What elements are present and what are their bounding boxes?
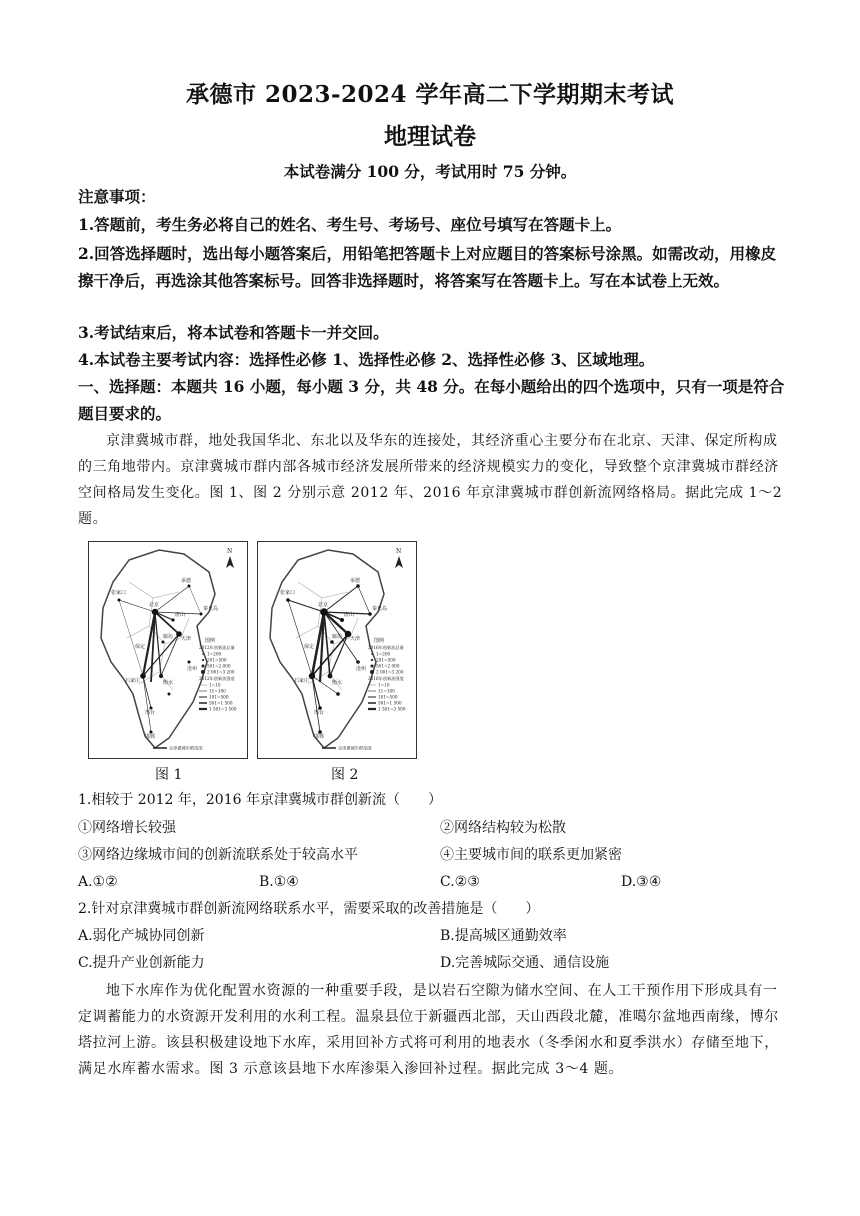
city-label: 衡水 (332, 680, 343, 686)
legend-item: 1 501~3 500 (378, 706, 406, 712)
legend-item: 1~200 (207, 651, 222, 657)
legend-item: 501~1 500 (209, 700, 233, 706)
legend-sub-1: 2012年创新流总量 (199, 645, 235, 650)
city-label: 张家口 (111, 590, 127, 596)
passage-2: 地下水库作为优化配置水资源的一种重要手段，是以岩石空隙为储水空间、在人工干预作用下形成具有一定调蓄能力的水资源开发利用的水利工程。温泉县位于新疆西北部，天山西段北麓，准噶尔盆地西南缘，博尔塔拉河上游。该县积极建设地下水库，采用回补方式将可利用的地表水（冬季闲水和夏季洪水）存储至地下，满足水库蓄水需求。图 3 示意该县地下水库渗渠入渗回补过程。据此完成 3～4 题。 (78, 983, 779, 1077)
exam-info: 本试卷满分 100 分，考试用时 75 分钟。 (283, 162, 577, 181)
legend-item: 201~500 (207, 657, 227, 663)
exam-subtitle: 地理试卷 (384, 123, 476, 150)
exam-title: 承德市 2023-2024 学年高二下学期期末考试 (185, 81, 675, 108)
legend-item: 11~100 (209, 688, 226, 694)
north-label: N (396, 548, 402, 555)
q2-option-b[interactable]: B.提高城区通勤效率 (440, 928, 567, 944)
notice-heading: 注意事项： (78, 187, 156, 206)
legend-item: 201~500 (376, 657, 396, 663)
city-label: 廊坊 (332, 634, 343, 640)
legend (322, 637, 406, 752)
legend-title: 图例 (205, 638, 216, 644)
city-label: 衡水 (163, 680, 174, 686)
city-label: 邢台 (314, 710, 325, 716)
legend-title: 图例 (374, 638, 385, 644)
city-label: 廊坊 (163, 634, 174, 640)
legend-item: 1~10 (209, 682, 221, 688)
q2-option-a[interactable]: A.弱化产城协同创新 (78, 928, 205, 944)
city-label: 石家庄 (125, 678, 141, 684)
figure-2-map (257, 541, 417, 759)
city-label: 保定 (135, 644, 146, 650)
legend-item: 2 001~3 200 (376, 669, 404, 675)
city-label: 邯郸 (314, 734, 325, 740)
question-1-stem: 1.相较于 2012 年，2016 年京津冀城市群创新流（ ） (78, 792, 442, 808)
boundary-label: 京津冀城市群范围 (338, 745, 372, 751)
city-label: 唐山 (344, 612, 355, 618)
legend-item: 101~500 (209, 694, 229, 700)
section-heading: 一、选择题：本题共 16 小题，每小题 3 分，共 48 分。在每小题给出的四个选项中，只有一项是符合题目要求的。 (78, 377, 785, 423)
legend-sub-2: 2016年创新流强度 (368, 676, 404, 681)
city-label: 张家口 (280, 590, 296, 596)
figure-1-map (88, 541, 248, 759)
boundary-label: 京津冀城市群范围 (169, 745, 203, 751)
q2-option-c[interactable]: C.提升产业创新能力 (78, 955, 205, 971)
legend-item: 501~2 000 (207, 663, 231, 669)
q1-option-d[interactable]: D.③④ (621, 874, 662, 890)
q1-statement-4: ④主要城市间的联系更加紧密 (440, 847, 622, 863)
city-label: 唐山 (175, 612, 186, 618)
city-label: 秦皇岛 (372, 606, 388, 612)
city-label: 沧州 (187, 666, 198, 672)
q1-statement-1: ①网络增长较强 (78, 820, 176, 836)
q1-option-a[interactable]: A.①② (78, 874, 118, 890)
legend-item: 11~100 (378, 688, 395, 694)
north-arrow (226, 556, 234, 568)
city-label: 秦皇岛 (203, 606, 219, 612)
figure-1-caption: 图 1 (155, 767, 183, 783)
legend-item: 101~500 (378, 694, 398, 700)
notice-item-3: 3.考试结束后，将本试卷和答题卡一并交回。 (78, 323, 389, 342)
figure-2-caption: 图 2 (331, 767, 359, 783)
north-arrow (395, 556, 403, 568)
legend-item: 501~1 500 (378, 700, 402, 706)
legend-sub-1: 2016年创新流总量 (368, 645, 404, 650)
q1-option-b[interactable]: B.①④ (259, 874, 299, 890)
city-label: 保定 (304, 644, 315, 650)
flow-lines (288, 586, 370, 732)
city-label: 邢台 (145, 710, 156, 716)
notice-item-1: 1.答题前，考生务必将自己的姓名、考生号、考场号、座位号填写在答题卡上。 (78, 215, 622, 234)
notice-item-2: 2.回答选择题时，选出每小题答案后，用铅笔把答题卡上对应题目的答案标号涂黑。如需改动，用橡皮擦干净后，再选涂其他答案标号。回答非选择题时，将答案写在答题卡上。写在本试卷上无效。 (78, 244, 777, 290)
city-label: 石家庄 (294, 678, 310, 684)
q1-statement-3: ③网络边缘城市间的创新流联系处于较高水平 (78, 847, 358, 863)
legend-item: 1 501~3 500 (209, 706, 237, 712)
city-label: 承德 (350, 578, 361, 584)
city-label: 沧州 (356, 666, 367, 672)
legend-item: 2 001~3 200 (207, 669, 235, 675)
legend-item: 1~200 (376, 651, 391, 657)
q1-option-c[interactable]: C.②③ (440, 874, 480, 890)
q2-option-d[interactable]: D.完善城际交通、通信设施 (440, 955, 610, 971)
city-label: 邯郸 (145, 734, 156, 740)
legend (153, 637, 237, 752)
legend-sub-2: 2012年创新流强度 (199, 676, 235, 681)
flow-lines (119, 586, 201, 732)
legend-item: 1~10 (378, 682, 390, 688)
city-label: 天津 (181, 636, 192, 642)
question-2-stem: 2.针对京津冀城市群创新流网络联系水平，需要采取的改善措施是（ ） (78, 901, 540, 917)
notice-item-4: 4.本试卷主要考试内容：选择性必修 1、选择性必修 2、选择性必修 3、区域地理。 (78, 350, 655, 369)
city-label: 北京 (149, 602, 160, 608)
city-label: 天津 (350, 636, 361, 642)
city-label: 承德 (181, 578, 192, 584)
q1-statement-2: ②网络结构较为松散 (440, 820, 566, 836)
north-label: N (227, 548, 233, 555)
legend-item: 501~2 000 (376, 663, 400, 669)
passage-1: 京津冀城市群，地处我国华北、东北以及华东的连接处，其经济重心主要分布在北京、天津、保定所构成的三角地带内。京津冀城市群内部各城市经济发展所带来的经济规模实力的变化，导致整个京津冀城市群经济空间格局发生变化。图 1、图 2 分别示意 2012 年、2016 年京津冀城市群创新流网络格局。据此完成 1～2 题。 (78, 433, 783, 527)
city-label: 北京 (318, 602, 329, 608)
